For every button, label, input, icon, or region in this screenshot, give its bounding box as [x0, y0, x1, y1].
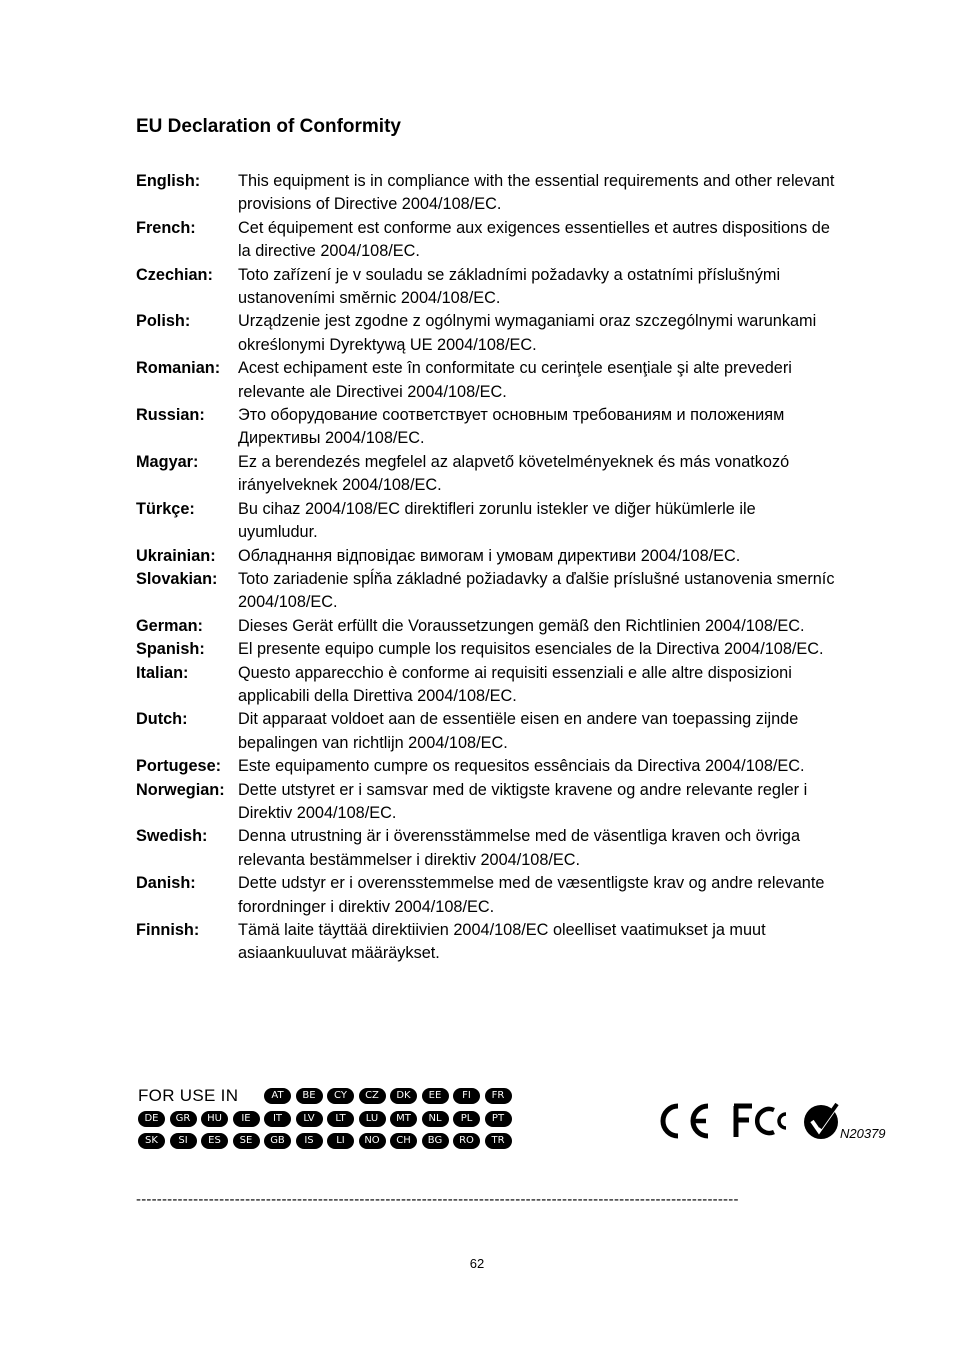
- declaration-text: Denna utrustning är i överensstämmelse med de väsentliga kraven och övriga relevanta bestämmelser i direktiv 2004/108/EC.: [238, 827, 800, 869]
- declaration-row: [136, 615, 836, 638]
- declaration-row: [136, 825, 836, 872]
- certification-marks: [656, 1100, 896, 1144]
- declaration-row: [136, 264, 836, 311]
- declaration-list: [136, 170, 836, 966]
- declaration-row: [136, 404, 836, 451]
- country-badge: LT: [327, 1111, 354, 1127]
- declaration-row: [136, 217, 836, 264]
- language-label: Swedish:: [136, 827, 208, 846]
- country-badge: IE: [233, 1111, 260, 1127]
- language-label: Türkçe:: [136, 499, 195, 518]
- language-label: Russian:: [136, 406, 205, 425]
- declaration-text: Dieses Gerät erfüllt die Voraussetzungen gemäß den Richtlinien 2004/108/EC.: [238, 616, 805, 635]
- language-label: Portugese:: [136, 757, 222, 776]
- language-label: Finnish:: [136, 921, 200, 939]
- declaration-row: [136, 779, 836, 826]
- country-badge: FI: [453, 1088, 480, 1104]
- declaration-text: Toto zariadenie spĺňa základné požiadavky a ďalšie príslušné ustanovenia smerníc 2004/108/EC.: [238, 569, 835, 612]
- country-badge: DE: [138, 1111, 165, 1127]
- declaration-row: [136, 755, 836, 778]
- declaration-text: Обладнання відповідає вимогам і умовам директиви 2004/108/EC.: [238, 546, 741, 565]
- country-badge: BG: [422, 1133, 449, 1149]
- declaration-row: [136, 919, 836, 966]
- language-label: Ukrainian:: [136, 546, 216, 565]
- country-badge: LI: [327, 1133, 354, 1149]
- c-tick-mark-icon: [802, 1101, 842, 1141]
- country-badge: PT: [485, 1111, 512, 1127]
- country-badge: EE: [422, 1088, 449, 1104]
- country-badge: NO: [359, 1133, 386, 1149]
- country-badge-row: [138, 1111, 516, 1129]
- country-badge: IT: [264, 1111, 291, 1127]
- country-badge: SI: [170, 1133, 197, 1149]
- declaration-row: [136, 357, 836, 404]
- country-badge: GB: [264, 1133, 291, 1149]
- country-badge: CH: [390, 1133, 417, 1149]
- country-badge: LV: [296, 1111, 323, 1127]
- language-label: Magyar:: [136, 452, 199, 471]
- declaration-text: Это оборудование соответствует основным требованиям и положениям Директивы 2004/108/EC.: [238, 406, 785, 448]
- country-badge: TR: [485, 1133, 512, 1149]
- for-use-in-label: FOR USE IN: [138, 1086, 239, 1105]
- declaration-row: [136, 310, 836, 357]
- declaration-text: Cet équipement est conforme aux exigences essentielles et autres dispositions de la directive 2004/108/EC.: [238, 218, 830, 261]
- declaration-row: [136, 170, 836, 217]
- language-label: German:: [136, 616, 203, 635]
- country-badge: HU: [201, 1111, 228, 1127]
- declaration-row: [136, 498, 836, 545]
- country-badge: AT: [264, 1088, 291, 1104]
- country-badge: IS: [296, 1133, 323, 1149]
- declaration-row: [136, 708, 836, 755]
- declaration-text: Tämä laite täyttää direktiivien 2004/108/EC oleelliset vaatimukset ja muut asiaankuuluvat määräykset.: [238, 921, 766, 963]
- declaration-row: [136, 662, 836, 709]
- country-badge: GR: [170, 1111, 197, 1127]
- country-badge: RO: [453, 1133, 480, 1149]
- c-tick-number: N20379: [840, 1126, 886, 1141]
- declaration-row: [136, 451, 836, 498]
- declaration-row: [136, 638, 836, 661]
- language-label: French:: [136, 218, 196, 237]
- language-label: Italian:: [136, 663, 189, 682]
- declaration-text: Questo apparecchio è conforme ai requisiti essenziali e alle altre disposizioni applicabili della Direttiva 2004/108/EC.: [238, 663, 792, 705]
- page-number: 62: [469, 1256, 485, 1271]
- country-badge: LU: [359, 1111, 386, 1127]
- language-label: Dutch:: [136, 710, 188, 729]
- country-badge: DK: [390, 1088, 417, 1104]
- language-label: Romanian:: [136, 359, 221, 378]
- language-label: Norwegian:: [136, 780, 225, 799]
- country-badge: SK: [138, 1133, 165, 1149]
- country-badge: MT: [390, 1111, 417, 1127]
- declaration-row: [136, 872, 836, 919]
- declaration-text: Este equipamento cumpre os requesitos essênciais da Directiva 2004/108/EC.: [238, 757, 805, 776]
- declaration-row: [136, 568, 836, 615]
- country-badge-row: [264, 1088, 516, 1106]
- fcc-logo-icon: [732, 1102, 790, 1140]
- declaration-text: Dette udstyr er i overensstemmelse med de væsentligste krav og andre relevante forordninger i direktiv 2004/108/EC.: [238, 874, 825, 916]
- declaration-text: Dit apparaat voldoet aan de essentiële eisen en andere van toepassing zijnde bepalingen van richtlijn 2004/108/EC.: [238, 710, 799, 752]
- declaration-text: Dette utstyret er i samsvar med de viktigste kravene og andre relevante regler i Direktiv 2004/108/EC.: [238, 780, 808, 822]
- country-badge: SE: [233, 1133, 260, 1149]
- declaration-text: Bu cihaz 2004/108/EC direktifleri zorunlu istekler ve diğer hükümlerle ile uyumludur.: [238, 499, 756, 542]
- country-badge: BE: [296, 1088, 323, 1104]
- ce-mark-icon: [656, 1100, 712, 1142]
- country-badge: ES: [201, 1133, 228, 1149]
- country-badge: CZ: [359, 1088, 386, 1104]
- page-title: EU Declaration of Conformity: [136, 116, 401, 137]
- country-badge: NL: [422, 1111, 449, 1127]
- separator-line: --------------------------------------------------------------------------------------------------------------------: [136, 1191, 739, 1208]
- language-label: Czechian:: [136, 265, 213, 284]
- language-label: Spanish:: [136, 640, 205, 659]
- declaration-text: El presente equipo cumple los requisitos esenciales de la Directiva 2004/108/EC.: [238, 640, 824, 659]
- country-badge: FR: [485, 1088, 512, 1104]
- country-badge: PL: [453, 1111, 480, 1127]
- declaration-row: [136, 545, 836, 568]
- declaration-text: Urządzenie jest zgodne z ogólnymi wymaganiami oraz szczególnymi warunkami określonymi Dyrektywą UE 2004/108/EC.: [238, 312, 817, 354]
- declaration-text: This equipment is in compliance with the essential requirements and other relevant provisions of Directive 2004/108/EC.: [238, 172, 835, 214]
- country-badge-row: [138, 1133, 516, 1151]
- declaration-text: Ez a berendezés megfelel az alapvető követelményeknek és más vonatkozó irányelveknek 2004/108/EC.: [238, 452, 790, 495]
- country-badge: CY: [327, 1088, 354, 1104]
- language-label: Polish:: [136, 312, 191, 331]
- language-label: Danish:: [136, 874, 196, 893]
- language-label: Slovakian:: [136, 569, 218, 588]
- declaration-text: Acest echipament este în conformitate cu cerinţele esenţiale şi alte prevederi relevante ale Directivei 2004/108/EC.: [238, 359, 792, 401]
- language-label: English:: [136, 172, 201, 190]
- declaration-text: Toto zařízení je v souladu se základními požadavky a ostatními příslušnými ustanoveními směrnic 2004/108/EC.: [238, 265, 781, 308]
